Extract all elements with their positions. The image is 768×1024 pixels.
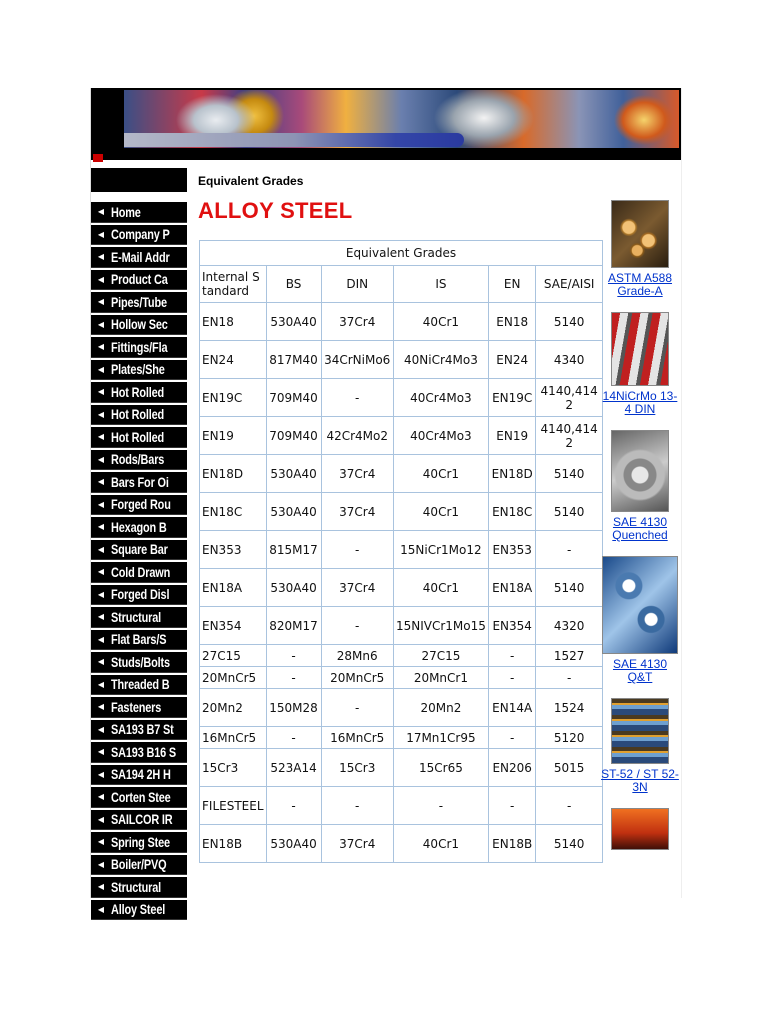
column-header: DIN bbox=[321, 266, 393, 303]
table-cell: 4320 bbox=[536, 607, 603, 645]
table-cell: 34CrNiMo6 bbox=[321, 341, 393, 379]
table-row bbox=[200, 341, 603, 379]
sidebar-item-label: Boiler/PVQ bbox=[111, 856, 167, 873]
sidebar-item[interactable] bbox=[91, 787, 187, 808]
table-cell: 530A40 bbox=[266, 825, 321, 863]
table-cell: FILESTEEL bbox=[200, 787, 267, 825]
sidebar-item-label: SA193 B16 S bbox=[111, 743, 177, 760]
table-cell: 15Cr3 bbox=[321, 749, 393, 787]
table-cell: - bbox=[321, 787, 393, 825]
sidebar-item[interactable] bbox=[91, 697, 187, 718]
sidebar-item-label: Plates/She bbox=[111, 361, 165, 378]
sidebar-item[interactable] bbox=[91, 675, 187, 696]
related-product[interactable] bbox=[601, 430, 681, 542]
table-row bbox=[200, 531, 603, 569]
header-banner bbox=[91, 88, 681, 160]
table-cell: 4140,4142 bbox=[536, 379, 603, 417]
table-row bbox=[200, 607, 603, 645]
chevron-left-icon: ◀ bbox=[97, 747, 105, 757]
table-cell: 530A40 bbox=[266, 493, 321, 531]
table-cell: EN18A bbox=[200, 569, 267, 607]
banner-ribbon bbox=[124, 133, 464, 147]
chevron-left-icon: ◀ bbox=[97, 342, 105, 352]
table-cell: 37Cr4 bbox=[321, 455, 393, 493]
table-cell: - bbox=[488, 667, 535, 689]
sidebar-nav bbox=[91, 168, 187, 922]
table-cell: EN18 bbox=[200, 303, 267, 341]
table-cell: 20MnCr1 bbox=[393, 667, 488, 689]
sidebar-item-label: Square Bar bbox=[111, 541, 168, 558]
chevron-left-icon: ◀ bbox=[97, 589, 105, 599]
chevron-left-icon: ◀ bbox=[97, 859, 105, 869]
related-product[interactable] bbox=[601, 312, 681, 416]
sidebar-item[interactable] bbox=[91, 810, 187, 831]
table-cell: - bbox=[266, 645, 321, 667]
table-cell: 27C15 bbox=[393, 645, 488, 667]
sidebar-item[interactable] bbox=[91, 247, 187, 268]
sidebar-item[interactable] bbox=[91, 270, 187, 291]
chevron-left-icon: ◀ bbox=[97, 724, 105, 734]
sidebar-nav-list bbox=[91, 202, 187, 920]
table-cell: - bbox=[266, 787, 321, 825]
table-cell: 1524 bbox=[536, 689, 603, 727]
sidebar-item[interactable] bbox=[91, 900, 187, 921]
table-cell: 20MnCr5 bbox=[321, 667, 393, 689]
chevron-left-icon: ◀ bbox=[97, 792, 105, 802]
related-product[interactable] bbox=[601, 556, 681, 684]
chevron-left-icon: ◀ bbox=[97, 297, 105, 307]
page-frame bbox=[90, 88, 682, 918]
chevron-left-icon: ◀ bbox=[97, 387, 105, 397]
chevron-left-icon: ◀ bbox=[97, 432, 105, 442]
table-cell: 709M40 bbox=[266, 379, 321, 417]
sidebar-item[interactable] bbox=[91, 607, 187, 628]
sidebar-item-label: Studs/Bolts bbox=[111, 653, 170, 670]
sidebar-item-label: Hexagon B bbox=[111, 518, 167, 535]
chevron-left-icon: ◀ bbox=[97, 769, 105, 779]
table-row bbox=[200, 303, 603, 341]
table-cell: 20Mn2 bbox=[393, 689, 488, 727]
table-cell: 15Cr3 bbox=[200, 749, 267, 787]
red-corner-mark bbox=[93, 154, 103, 162]
table-cell: EN354 bbox=[488, 607, 535, 645]
sidebar-header-bar bbox=[91, 168, 187, 192]
chevron-left-icon: ◀ bbox=[97, 229, 105, 239]
table-cell: - bbox=[536, 531, 603, 569]
table-cell: EN206 bbox=[488, 749, 535, 787]
sidebar-item[interactable] bbox=[91, 427, 187, 448]
table-cell: 40Cr4Mo3 bbox=[393, 417, 488, 455]
related-product-link[interactable]: ST-52 / ST 52-3N bbox=[601, 767, 679, 794]
sidebar-item[interactable] bbox=[91, 585, 187, 606]
column-header: SAE/AISI bbox=[536, 266, 603, 303]
table-cell: EN18D bbox=[200, 455, 267, 493]
chevron-left-icon: ◀ bbox=[97, 477, 105, 487]
sidebar-item-label: Hot Rolled bbox=[111, 428, 165, 445]
sidebar-item-label: Structural bbox=[111, 608, 162, 625]
table-cell: 28Mn6 bbox=[321, 645, 393, 667]
table-cell: EN18B bbox=[200, 825, 267, 863]
table-cell: EN18B bbox=[488, 825, 535, 863]
table-cell: 1527 bbox=[536, 645, 603, 667]
column-header: Internal Standard bbox=[200, 266, 267, 303]
sidebar-item[interactable] bbox=[91, 562, 187, 583]
table-cell: - bbox=[536, 667, 603, 689]
chevron-left-icon: ◀ bbox=[97, 409, 105, 419]
banner-bottom-bar bbox=[91, 148, 681, 156]
sidebar-item-label: SAILCOR IR bbox=[111, 811, 173, 828]
sidebar-item[interactable] bbox=[91, 742, 187, 763]
sidebar-item-label: Pipes/Tube bbox=[111, 293, 167, 310]
table-header-row bbox=[200, 266, 603, 303]
table-cell: EN18D bbox=[488, 455, 535, 493]
table-cell: 4340 bbox=[536, 341, 603, 379]
related-product[interactable] bbox=[601, 698, 681, 794]
sidebar-item-label: Spring Stee bbox=[111, 833, 170, 850]
table-cell: - bbox=[488, 727, 535, 749]
table-cell: 40NiCr4Mo3 bbox=[393, 341, 488, 379]
table-cell: EN19 bbox=[200, 417, 267, 455]
table-cell: 20MnCr5 bbox=[200, 667, 267, 689]
table-row bbox=[200, 569, 603, 607]
table-cell: EN18 bbox=[488, 303, 535, 341]
column-header: EN bbox=[488, 266, 535, 303]
chevron-left-icon: ◀ bbox=[97, 837, 105, 847]
table-row bbox=[200, 455, 603, 493]
chevron-left-icon: ◀ bbox=[97, 499, 105, 509]
chevron-left-icon: ◀ bbox=[97, 274, 105, 284]
table-cell: - bbox=[488, 787, 535, 825]
table-cell: - bbox=[321, 607, 393, 645]
table-cell: 709M40 bbox=[266, 417, 321, 455]
table-row bbox=[200, 749, 603, 787]
chevron-left-icon: ◀ bbox=[97, 252, 105, 262]
sidebar-item-label: Fasteners bbox=[111, 698, 162, 715]
sidebar-item-label: Alloy Steel bbox=[111, 901, 166, 918]
sidebar-item[interactable] bbox=[91, 765, 187, 786]
table-cell: - bbox=[266, 667, 321, 689]
table-cell: 15NiCr1Mo12 bbox=[393, 531, 488, 569]
table-cell: 5140 bbox=[536, 455, 603, 493]
table-cell: - bbox=[321, 379, 393, 417]
chevron-left-icon: ◀ bbox=[97, 904, 105, 914]
sidebar-item-label: Flat Bars/S bbox=[111, 631, 167, 648]
chevron-left-icon: ◀ bbox=[97, 364, 105, 374]
table-cell: 20Mn2 bbox=[200, 689, 267, 727]
table-cell: 40Cr1 bbox=[393, 825, 488, 863]
chevron-left-icon: ◀ bbox=[97, 679, 105, 689]
table-cell: - bbox=[321, 531, 393, 569]
hot-steel-photo-icon[interactable] bbox=[611, 808, 669, 850]
sidebar-item[interactable] bbox=[91, 382, 187, 403]
table-cell: EN353 bbox=[488, 531, 535, 569]
table-row bbox=[200, 493, 603, 531]
table-row bbox=[200, 645, 603, 667]
steel-bars-photo-icon[interactable] bbox=[611, 200, 669, 268]
sidebar-item-label: Home bbox=[111, 203, 141, 220]
table-cell: 817M40 bbox=[266, 341, 321, 379]
sidebar-item-label: Company P bbox=[111, 226, 170, 243]
page-title: ALLOY STEEL bbox=[198, 198, 353, 223]
table-cell: - bbox=[536, 787, 603, 825]
table-cell: 5015 bbox=[536, 749, 603, 787]
sidebar-item[interactable] bbox=[91, 315, 187, 336]
sidebar-item[interactable] bbox=[91, 540, 187, 561]
round-bars-photo-icon[interactable] bbox=[611, 312, 669, 386]
related-product-link[interactable]: SAE 4130 Q&T bbox=[612, 657, 668, 684]
table-cell: - bbox=[488, 645, 535, 667]
table-cell: 5140 bbox=[536, 493, 603, 531]
chevron-left-icon: ◀ bbox=[97, 319, 105, 329]
table-cell: 42Cr4Mo2 bbox=[321, 417, 393, 455]
sidebar-item[interactable] bbox=[91, 720, 187, 741]
chevron-left-icon: ◀ bbox=[97, 567, 105, 577]
sidebar-item[interactable] bbox=[91, 405, 187, 426]
table-cell: 4140,4142 bbox=[536, 417, 603, 455]
sidebar-item-label: Forged Disl bbox=[111, 586, 170, 603]
sidebar-item[interactable] bbox=[91, 472, 187, 493]
table-body bbox=[200, 303, 603, 863]
table-cell: 15Cr65 bbox=[393, 749, 488, 787]
sidebar-item[interactable] bbox=[91, 495, 187, 516]
stacked-pipes-photo-icon[interactable] bbox=[611, 698, 669, 764]
chevron-left-icon: ◀ bbox=[97, 454, 105, 464]
table-cell: EN19C bbox=[488, 379, 535, 417]
table-cell: 5120 bbox=[536, 727, 603, 749]
column-header: BS bbox=[266, 266, 321, 303]
steel-tubes-photo-icon[interactable] bbox=[602, 556, 678, 654]
table-cell: 40Cr1 bbox=[393, 303, 488, 341]
table-cell: 37Cr4 bbox=[321, 825, 393, 863]
related-product[interactable] bbox=[601, 200, 681, 298]
table-row bbox=[200, 787, 603, 825]
table-cell: 150M28 bbox=[266, 689, 321, 727]
chevron-left-icon: ◀ bbox=[97, 702, 105, 712]
table-cell: 820M17 bbox=[266, 607, 321, 645]
table-cell: 37Cr4 bbox=[321, 493, 393, 531]
sidebar-item-label: Bars For Oi bbox=[111, 473, 169, 490]
chevron-left-icon: ◀ bbox=[97, 612, 105, 622]
table-row bbox=[200, 825, 603, 863]
chevron-left-icon: ◀ bbox=[97, 544, 105, 554]
sidebar-item[interactable] bbox=[91, 225, 187, 246]
table-cell: EN354 bbox=[200, 607, 267, 645]
table-cell: EN18C bbox=[488, 493, 535, 531]
sidebar-item[interactable] bbox=[91, 337, 187, 358]
sidebar-item[interactable] bbox=[91, 292, 187, 313]
table-cell: 530A40 bbox=[266, 303, 321, 341]
sidebar-item-label: Product Ca bbox=[111, 271, 168, 288]
sidebar-item-label: Cold Drawn bbox=[111, 563, 171, 580]
table-row bbox=[200, 379, 603, 417]
sidebar-item-label: Hollow Sec bbox=[111, 316, 168, 333]
table-cell: 37Cr4 bbox=[321, 569, 393, 607]
sidebar-item[interactable] bbox=[91, 855, 187, 876]
sidebar-item-label: Hot Rolled bbox=[111, 383, 165, 400]
section-heading: Equivalent Grades bbox=[198, 174, 304, 188]
sidebar-item[interactable] bbox=[91, 877, 187, 898]
chevron-left-icon: ◀ bbox=[97, 207, 105, 217]
table-cell: EN19 bbox=[488, 417, 535, 455]
table-cell: 5140 bbox=[536, 303, 603, 341]
table-cell: EN14A bbox=[488, 689, 535, 727]
chevron-left-icon: ◀ bbox=[97, 634, 105, 644]
table-cell: 17Mn1Cr95 bbox=[393, 727, 488, 749]
related-products-rail bbox=[601, 200, 681, 850]
related-product-link[interactable]: 14NiCrMo 13-4 DIN bbox=[602, 389, 678, 416]
chevron-left-icon: ◀ bbox=[97, 814, 105, 824]
sidebar-item[interactable] bbox=[91, 450, 187, 471]
chevron-left-icon: ◀ bbox=[97, 882, 105, 892]
table-cell: EN353 bbox=[200, 531, 267, 569]
sidebar-item-label: Threaded B bbox=[111, 676, 170, 693]
table-cell: 16MnCr5 bbox=[321, 727, 393, 749]
table-cell: 40Cr1 bbox=[393, 455, 488, 493]
table-row bbox=[200, 417, 603, 455]
main-content bbox=[197, 170, 607, 851]
table-cell: EN24 bbox=[200, 341, 267, 379]
table-row bbox=[200, 727, 603, 749]
table-cell: 5140 bbox=[536, 825, 603, 863]
table-cell: 15NIVCr1Mo15 bbox=[393, 607, 488, 645]
table-cell: - bbox=[266, 727, 321, 749]
sidebar-item-label: SA194 2H H bbox=[111, 766, 171, 783]
sidebar-item[interactable] bbox=[91, 517, 187, 538]
equivalent-grades-table bbox=[199, 240, 603, 863]
table-cell: EN18C bbox=[200, 493, 267, 531]
table-cell: 16MnCr5 bbox=[200, 727, 267, 749]
table-cell: 40Cr4Mo3 bbox=[393, 379, 488, 417]
sidebar-item-label: Corten Stee bbox=[111, 788, 171, 805]
table-cell: - bbox=[321, 689, 393, 727]
table-cell: EN24 bbox=[488, 341, 535, 379]
sidebar-item-label: Forged Rou bbox=[111, 496, 171, 513]
sidebar-item-label: E-Mail Addr bbox=[111, 248, 170, 265]
table-cell: EN19C bbox=[200, 379, 267, 417]
table-cell: 815M17 bbox=[266, 531, 321, 569]
sidebar-item-label: SA193 B7 St bbox=[111, 721, 174, 738]
steel-coil-photo-icon[interactable] bbox=[611, 430, 669, 512]
related-product-link[interactable]: ASTM A588 Grade-A bbox=[607, 271, 673, 298]
sidebar-item-label: Hot Rolled bbox=[111, 406, 165, 423]
table-cell: 5140 bbox=[536, 569, 603, 607]
table-cell: 40Cr1 bbox=[393, 569, 488, 607]
table-row bbox=[200, 667, 603, 689]
table-cell: 530A40 bbox=[266, 455, 321, 493]
sidebar-item[interactable] bbox=[91, 832, 187, 853]
sidebar-item[interactable] bbox=[91, 360, 187, 381]
table-cell: 40Cr1 bbox=[393, 493, 488, 531]
chevron-left-icon: ◀ bbox=[97, 522, 105, 532]
sidebar-item-label: Fittings/Fla bbox=[111, 338, 168, 355]
table-cell: - bbox=[393, 787, 488, 825]
chevron-left-icon: ◀ bbox=[97, 657, 105, 667]
sidebar-item[interactable] bbox=[91, 652, 187, 673]
sidebar-item-label: Structural bbox=[111, 878, 162, 895]
table-cell: 530A40 bbox=[266, 569, 321, 607]
table-cell: 523A14 bbox=[266, 749, 321, 787]
sidebar-item[interactable] bbox=[91, 202, 187, 223]
table-row bbox=[200, 689, 603, 727]
table-cell: EN18A bbox=[488, 569, 535, 607]
sidebar-item-label: Rods/Bars bbox=[111, 451, 165, 468]
table-cell: 37Cr4 bbox=[321, 303, 393, 341]
table-cell: 27C15 bbox=[200, 645, 267, 667]
sidebar-item[interactable] bbox=[91, 630, 187, 651]
column-header: IS bbox=[393, 266, 488, 303]
table-caption: Equivalent Grades bbox=[200, 241, 603, 266]
related-product-link[interactable]: SAE 4130 Quenched bbox=[612, 515, 668, 542]
